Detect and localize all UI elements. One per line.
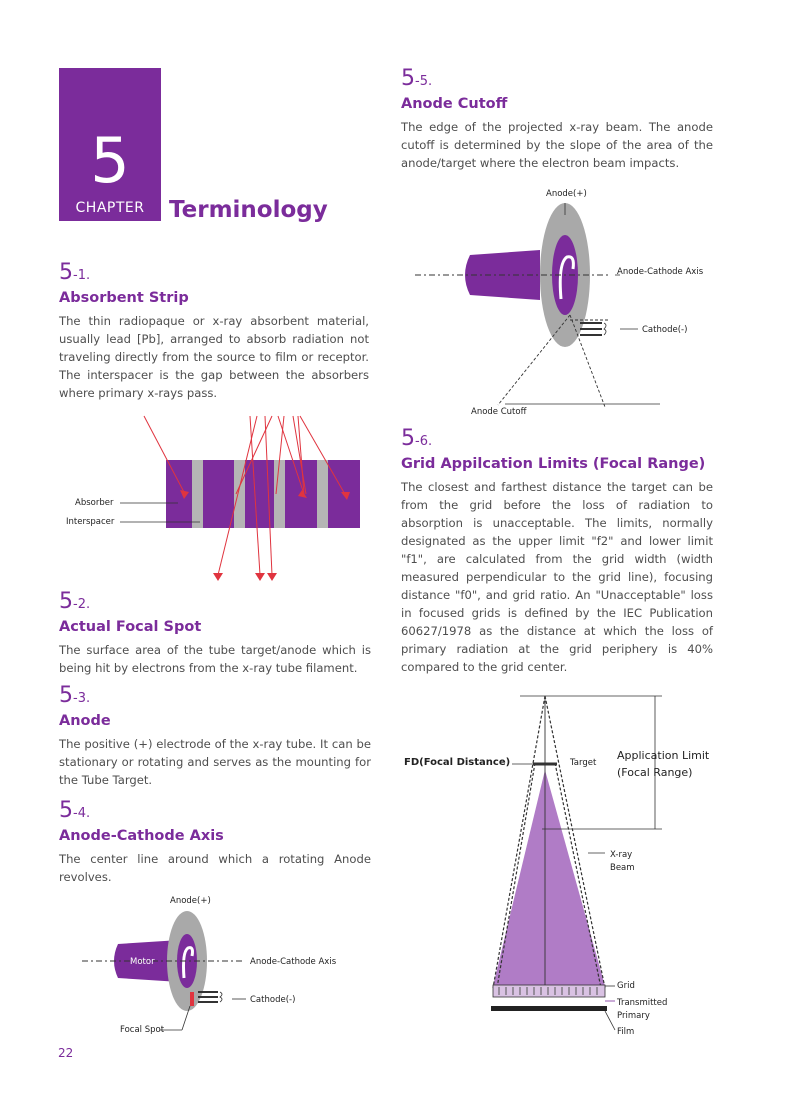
chapter-badge: [59, 68, 161, 221]
anode-axis-diagram: [80, 900, 370, 1040]
section-anode-cathode-axis: [59, 800, 371, 886]
beam-label: Beam: [610, 863, 635, 873]
anode-cutoff-diagram: [410, 195, 710, 420]
section-body: The edge of the projected x-ray beam. The anode cutoff is determined by the slope of the area of the anode/target where the electron beam impacts.: [401, 120, 713, 170]
page-number: 22: [58, 1046, 74, 1060]
section-title: Actual Focal Spot: [59, 619, 202, 635]
interspacer-label: Interspacer: [66, 517, 115, 527]
target-label: Target: [570, 758, 597, 768]
focal-distance-label: FD(Focal Distance): [404, 757, 511, 768]
section-title: Grid Appilcation Limits (Focal Range): [401, 456, 706, 472]
primary-label: Primary: [617, 1011, 650, 1021]
section-body: The surface area of the tube target/anode which is being hit by electrons from the x-ray tube filament.: [59, 643, 371, 675]
section-number: 5-5.: [401, 66, 433, 91]
section-body: The positive (+) electrode of the x-ray tube. It can be stationary or rotating and serves as the mounting for the Tube Target.: [59, 737, 371, 787]
section-number: 5-4.: [59, 798, 91, 823]
section-absorbent-strip: [59, 262, 369, 402]
section-title: Anode Cutoff: [401, 96, 508, 112]
anode-cutoff-label: Anode Cutoff: [471, 407, 527, 417]
focal-spot-label: Focal Spot: [120, 1025, 165, 1035]
chapter-title: Terminology: [169, 197, 328, 223]
xray-label: X-ray: [610, 850, 633, 860]
axis-label: Anode-Cathode Axis: [617, 267, 704, 277]
focal-range-diagram: [400, 688, 700, 1038]
section-body: The center line around which a rotating Anode revolves.: [59, 852, 371, 884]
section-anode-cutoff: [401, 68, 713, 172]
application-limit-label: Application Limit: [617, 749, 710, 762]
section-body: The closest and farthest distance the target can be from the grid before the loss of radiation to absorption is unacceptable. The limits, normally designated as the upper limit "f2" and lower limit "f1", are calculated from the grid width (width measured perpendicular to the grid line), focusing distance "f0", and grid ratio. An "Unacceptable" loss in focused grids is defined by the IEC Publication 60627/1978 as the distance at which the loss of primary radiation at the grid periphery is 40% compared to the grid center.: [401, 480, 713, 674]
focal-range-label: (Focal Range): [617, 766, 693, 779]
chapter-number: 5: [90, 124, 130, 197]
section-number: 5-3.: [59, 683, 91, 708]
grid-label: Grid: [617, 981, 635, 991]
section-number: 5-6.: [401, 426, 433, 451]
section-title: Absorbent Strip: [59, 290, 189, 306]
absorber-label: Absorber: [75, 498, 114, 508]
anode-label: Anode(+): [546, 189, 587, 199]
section-anode: [59, 685, 371, 789]
section-number: 5-2.: [59, 589, 91, 614]
section-body: The thin radiopaque or x-ray absorbent material, usually lead [Pb], arranged to absorb radiation not traveling directly from the source to film or receptor. The interspacer is the gap between the absorbers where primary x-rays pass.: [59, 314, 369, 400]
anode-label: Anode(+): [170, 896, 211, 906]
section-title: Anode-Cathode Axis: [59, 828, 224, 844]
chapter-word: CHAPTER: [75, 200, 145, 216]
cathode-label: Cathode(-): [250, 995, 296, 1005]
section-number: 5-1.: [59, 260, 91, 285]
motor-label: Motor: [130, 957, 155, 967]
film-label: Film: [617, 1027, 635, 1037]
transmitted-label: Transmitted: [617, 998, 668, 1008]
axis-label: Anode-Cathode Axis: [250, 957, 337, 967]
section-title: Anode: [59, 713, 111, 729]
section-actual-focal-spot: [59, 591, 371, 677]
cathode-label: Cathode(-): [642, 325, 688, 335]
section-grid-application-limits: [401, 428, 713, 676]
